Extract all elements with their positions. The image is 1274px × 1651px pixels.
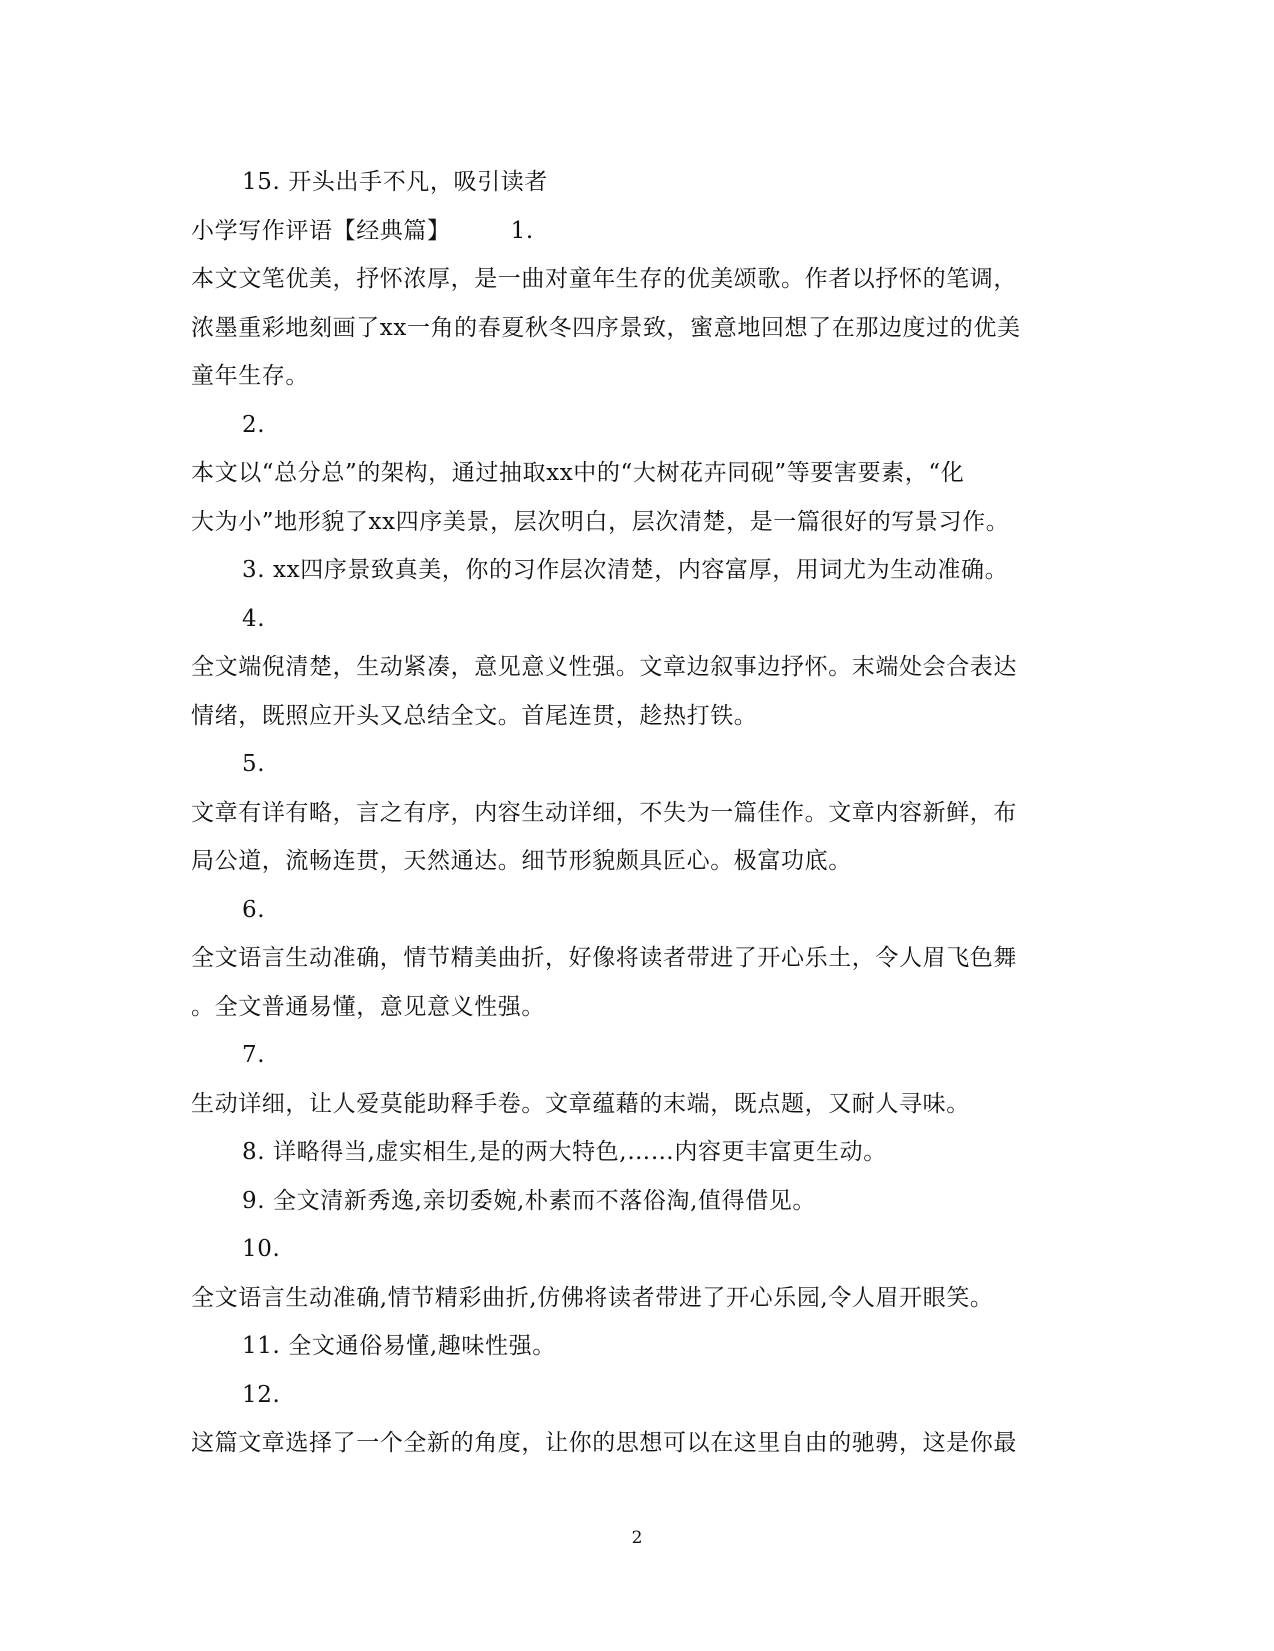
text-line: 全文语言生动准确，情节精美曲折，好像将读者带进了开心乐土，令人眉飞色舞 [191,945,1017,971]
text-line: 9. 全文清新秀逸,亲切委婉,朴素而不落俗淘,值得借见。 [242,1187,816,1214]
item-number: 10. [242,1236,281,1262]
text-line: 15. 开头出手不凡，吸引读者 [242,169,548,195]
text-line: 。全文普通易懂，意见意义性强。 [191,993,545,1020]
text-line: 本文文笔优美，抒怀浓厚，是一曲对童年生存的优美颂歌。作者以抒怀的笔调， [191,266,1017,292]
text-line: 全文语言生动准确,情节精彩曲折,仿佛将读者带进了开心乐园,令人眉开眼笑。 [191,1284,994,1311]
text-line: 本文以“总分总”的架构，通过抽取xx中的“大树花卉同砚”等要害要素，“化 [191,460,965,486]
item-number: 12. [242,1381,281,1408]
section-heading: 小学写作评语【经典篇】 [191,217,451,244]
text-line: 这篇文章选择了一个全新的角度，让你的思想可以在这里自由的驰骋，这是你最 [191,1430,1017,1456]
page-number: 2 [631,1528,643,1548]
text-line: 生动详细，让人爱莫能助释手卷。文章蕴藉的末端，既点题，又耐人寻味。 [191,1090,970,1117]
text-line: 文章有详有略，言之有序，内容生动详细，不失为一篇佳作。文章内容新鲜，布 [191,799,1017,826]
text-line: 大为小”地形貌了xx四序美景，层次明白，层次清楚，是一篇很好的写景习作。 [191,508,1010,535]
text-line: 情绪，既照应开头又总结全文。首尾连贯，趁热打铁。 [191,702,758,729]
item-number: 1. [510,217,534,244]
item-number: 7. [242,1042,266,1068]
section-heading-line [191,207,1071,256]
text-line: 11. 全文通俗易懂,趣味性强。 [242,1333,556,1359]
text-line: 浓墨重彩地刻画了xx一角的春夏秋冬四序景致，蜜意地回想了在那边度过的优美 [191,314,1021,341]
text-line: 3. xx四序景致真美，你的习作层次清楚，内容富厚，用词尤为生动准确。 [242,557,1009,583]
text-line: 局公道，流畅连贯，天然通达。细节形貌颇具匠心。极富功底。 [191,848,852,874]
text-line: 8. 详略得当,虚实相生,是的两大特色,……内容更丰富更生动。 [242,1139,887,1165]
document-body [191,158,1071,1468]
item-number: 2. [242,411,266,438]
text-line: 童年生存。 [191,363,309,389]
text-line: 全文端倪清楚，生动紧凑，意见意义性强。文章边叙事边抒怀。末端处会合表达 [191,654,1017,680]
item-number: 6. [242,896,266,923]
item-number: 4. [242,605,266,632]
item-number: 5. [242,751,266,777]
